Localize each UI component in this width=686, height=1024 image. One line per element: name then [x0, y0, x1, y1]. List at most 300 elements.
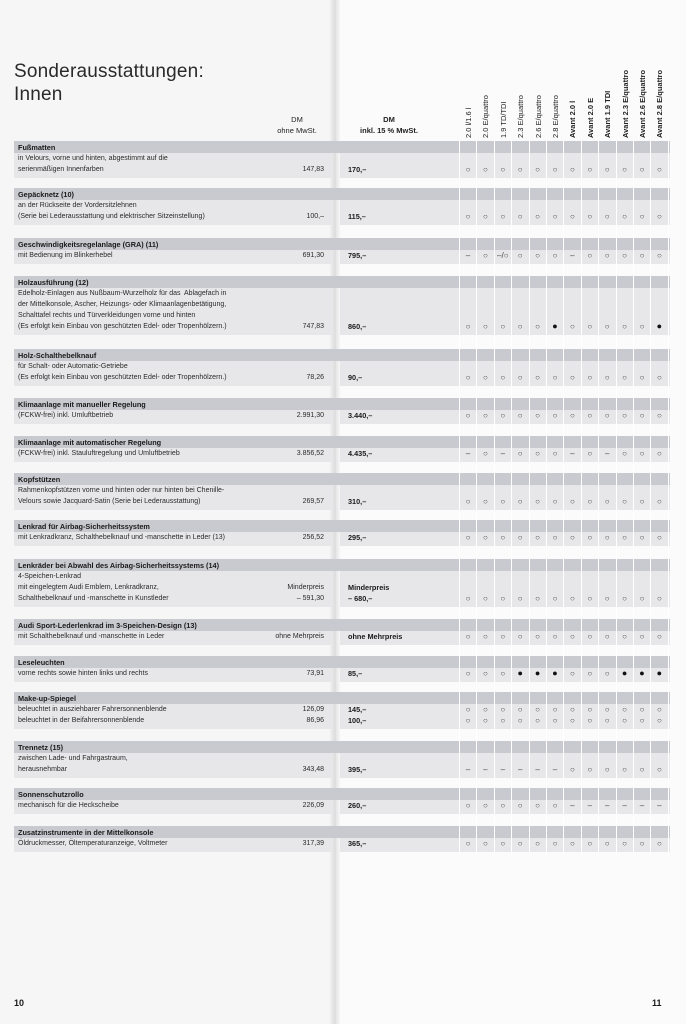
mark-optional: ○	[622, 212, 628, 221]
title-line-2: Innen	[14, 84, 63, 105]
price-net: 747,83	[302, 323, 324, 330]
mark-optional: ○	[604, 632, 610, 641]
mark-optional: ○	[604, 212, 610, 221]
mark-optional: ○	[604, 594, 610, 603]
header-dm-gross	[344, 114, 434, 136]
mark-optional: ○	[622, 839, 628, 848]
item-name: Holz-Schalthebelknauf	[18, 351, 97, 360]
model-label: Avant 2.8 E/quattro	[655, 69, 665, 138]
mark-optional: ○	[517, 497, 523, 506]
availability-marks	[461, 741, 671, 778]
mark-optional: ○	[569, 765, 575, 774]
mark-optional: ○	[482, 322, 488, 331]
item-description: in Velours, vorne und hinten, abgestimmt auf die	[18, 155, 168, 162]
price-net: 147,83	[302, 166, 324, 173]
mark-optional: ○	[482, 594, 488, 603]
mark-optional: ○	[482, 705, 488, 714]
mark-optional: ○	[465, 212, 471, 221]
mark-optional: ○	[517, 212, 523, 221]
mark-optional: ○	[500, 373, 506, 382]
mark-optional: ○	[500, 632, 506, 641]
mark-optional: ○	[604, 716, 610, 725]
mark-optional: ○	[535, 212, 541, 221]
mark-optional: ○	[500, 533, 506, 542]
mark-optional: ○	[656, 497, 662, 506]
mark-optional: ○	[622, 716, 628, 725]
page-number-right: 11	[652, 998, 662, 1008]
marks-line	[461, 410, 671, 421]
model-label: 2.6 E/quattro	[533, 95, 543, 138]
item-description: 4-Speichen-Lenkrad	[18, 573, 82, 580]
mark-optional: ○	[465, 839, 471, 848]
mark-not-available: –	[570, 251, 575, 260]
mark-optional: ○	[552, 497, 558, 506]
item-name: Lenkrad für Airbag-Sicherheitssystem	[18, 522, 150, 531]
mark-optional: ○	[482, 801, 488, 810]
mark-standard: ●	[621, 668, 628, 678]
item-name: Klimaanlage mit manueller Regelung	[18, 400, 146, 409]
mark-not-available: –	[465, 251, 471, 260]
mark-optional: ○	[587, 632, 593, 641]
marks-line	[461, 800, 671, 811]
availability-marks	[461, 619, 671, 645]
mark-optional: ○	[587, 322, 593, 331]
mark-optional: ○	[587, 497, 593, 506]
mark-optional: ○	[535, 373, 541, 382]
table-row	[0, 520, 686, 546]
column-divider	[459, 140, 460, 855]
mark-optional: ○	[500, 594, 506, 603]
mark-optional: ○	[500, 322, 506, 331]
mark-standard: ●	[656, 668, 663, 678]
mark-optional: ○	[569, 533, 575, 542]
mark-optional: ○	[622, 165, 628, 174]
model-header-4	[531, 48, 545, 140]
item-description: herausnehmbar	[18, 766, 68, 773]
mark-optional: ○	[552, 801, 558, 810]
mark-standard: ●	[656, 321, 663, 331]
mark-optional: ○	[656, 373, 662, 382]
price-gross: 145,–	[348, 705, 367, 714]
mark-optional: ○	[552, 373, 558, 382]
mark-optional: ○	[587, 839, 593, 848]
mark-optional: ○	[500, 165, 506, 174]
mark-optional: ○	[622, 705, 628, 714]
model-header-8	[600, 48, 614, 140]
model-label: Avant 2.3 E/quattro	[620, 69, 630, 138]
price-net: 226,09	[302, 802, 324, 809]
mark-optional: ○	[465, 705, 471, 714]
marks-line	[461, 164, 671, 175]
mark-optional: ○	[587, 449, 593, 458]
mark-optional: ○	[622, 594, 628, 603]
mark-not-available: –	[604, 449, 610, 458]
mark-optional: ○	[552, 449, 558, 458]
mark-optional: ○	[639, 716, 645, 725]
mark-not-available: –	[517, 765, 523, 774]
column-divider	[494, 140, 495, 855]
price-gross: 90,–	[348, 373, 363, 382]
mark-optional: ○	[622, 322, 628, 331]
mark-optional: ○	[604, 251, 610, 260]
table-row	[0, 656, 686, 682]
mark-not-available: –	[483, 765, 488, 774]
price-net: Minderpreis	[287, 584, 324, 591]
mark-optional: ○	[604, 497, 610, 506]
price-gross: 170,–	[348, 165, 367, 174]
model-label: 2.8 E/quattro	[551, 95, 560, 138]
mark-optional: ○	[639, 449, 645, 458]
table-row	[0, 559, 686, 607]
mark-optional: ○	[656, 765, 662, 774]
mark-optional: ○	[465, 632, 471, 641]
mark-not-available: –	[570, 449, 575, 458]
mark-optional: ○	[569, 705, 575, 714]
item-name: Zusatzinstrumente in der Mittelkonsole	[18, 828, 154, 837]
mark-optional: ○	[535, 251, 541, 260]
item-description: mit Bedienung im Blinkerhebel	[18, 252, 113, 259]
item-description: mit eingelegtem Audi Emblem, Lenkradkranz,	[18, 584, 159, 591]
availability-marks	[461, 788, 671, 814]
item-name: Trennetz (15)	[18, 743, 64, 752]
item-name: Geschwindigkeitsregelanlage (GRA) (11)	[18, 240, 159, 249]
price-net: 78,26	[306, 374, 324, 381]
table-row	[0, 692, 686, 729]
page-title	[14, 60, 204, 106]
mark-optional: ○	[482, 716, 488, 725]
title-line-1: Sonderausstattungen:	[14, 61, 204, 82]
mark-optional: ○	[569, 497, 575, 506]
header-dm-net-line-2: ohne MwSt.	[277, 126, 317, 135]
mark-optional: ○	[465, 411, 471, 420]
item-description: mechanisch für die Heckscheibe	[18, 802, 119, 809]
mark-optional: ○	[482, 373, 488, 382]
mark-optional: ○	[604, 669, 610, 678]
mark-optional: ○	[656, 632, 662, 641]
mark-not-available: –	[465, 449, 471, 458]
mark-optional: ○	[500, 411, 506, 420]
mark-optional: ○	[552, 716, 558, 725]
mark-optional: ○	[622, 411, 628, 420]
marks-line	[461, 372, 671, 383]
mark-not-available: –	[500, 765, 506, 774]
mark-optional: ○	[517, 449, 523, 458]
mark-optional: ○	[587, 251, 593, 260]
column-divider	[529, 140, 530, 855]
mark-optional: ○	[482, 411, 488, 420]
table-row	[0, 473, 686, 510]
mark-optional: ○	[639, 251, 645, 260]
price-net: ohne Mehrpreis	[275, 633, 324, 640]
page-number-left: 10	[14, 998, 25, 1008]
price-net: 73,91	[306, 670, 324, 677]
price-net: 691,30	[302, 252, 324, 259]
table-row	[0, 276, 686, 335]
marks-line	[461, 496, 671, 507]
item-name: Holzausführung (12)	[18, 278, 89, 287]
table-row	[0, 188, 686, 225]
column-divider	[650, 140, 651, 855]
mark-optional: ○	[465, 497, 471, 506]
availability-marks	[461, 276, 671, 335]
marks-line	[461, 448, 671, 459]
mark-optional: ○	[656, 212, 662, 221]
item-name: Fußmatten	[18, 143, 56, 152]
mark-optional: ○	[535, 839, 541, 848]
mark-optional: ○	[482, 497, 488, 506]
mark-optional: ○	[639, 533, 645, 542]
mark-optional: ○	[639, 373, 645, 382]
model-header-6	[565, 48, 579, 140]
price-gross: 395,–	[348, 765, 367, 774]
item-description: für Schalt- oder Automatic-Getriebe	[18, 363, 128, 370]
mark-optional: ○	[535, 801, 541, 810]
mark-optional: ○	[535, 165, 541, 174]
mark-standard: ●	[552, 321, 558, 331]
marks-line	[461, 704, 671, 715]
price-net: 317,39	[302, 840, 324, 847]
item-description: (Serie bei Lederausstattung und elektrischer Sitzeinstellung)	[18, 213, 205, 220]
mark-optional: ○	[482, 669, 488, 678]
header-dm-gross-line-2: inkl. 15 % MwSt.	[360, 126, 418, 135]
mark-standard: ●	[552, 668, 558, 678]
mark-optional: ○	[587, 669, 593, 678]
model-header-2	[496, 48, 510, 140]
mark-not-available: –	[552, 765, 558, 774]
mark-optional: ○	[517, 716, 523, 725]
mark-optional: ○	[622, 449, 628, 458]
mark-optional: ○	[465, 669, 471, 678]
price-gross: 310,–	[348, 497, 367, 506]
mark-optional: ○	[552, 594, 558, 603]
mark-optional: ○	[639, 765, 645, 774]
mark-optional: ○	[639, 839, 645, 848]
mark-optional: ○	[569, 839, 575, 848]
column-divider	[598, 140, 599, 855]
mark-optional: ○	[517, 705, 523, 714]
model-label: Avant 2.0 E	[585, 97, 595, 138]
model-label: Avant 2.6 E/quattro	[638, 69, 647, 138]
mark-optional: ○	[482, 533, 488, 542]
mark-optional: ○	[517, 251, 523, 260]
mark-optional: ○	[482, 449, 488, 458]
mark-optional: ○	[465, 373, 471, 382]
column-divider	[616, 140, 617, 855]
item-name: Sonnenschutzrollo	[18, 790, 84, 799]
model-label: 2.0 E/quattro	[481, 95, 491, 138]
mark-optional: ○	[569, 632, 575, 641]
mark-optional: ○	[552, 411, 558, 420]
model-header-1	[478, 48, 492, 140]
model-label: Avant 2.0 l	[568, 100, 578, 138]
price-gross: 3.440,–	[348, 411, 373, 420]
item-description: (FCKW-frei) inkl. Stauluftregelung und Umluftbetrieb	[18, 450, 180, 457]
mark-optional: ○	[622, 533, 628, 542]
table-row	[0, 741, 686, 778]
header-dm-net-line-1: DM	[291, 115, 303, 124]
mark-optional: ○	[569, 669, 575, 678]
item-description: beleuchtet in ausziehbarer Fahrersonnenblende	[18, 706, 167, 713]
availability-marks	[461, 436, 671, 462]
mark-not-available: –	[570, 801, 575, 810]
mark-optional: ○	[517, 373, 523, 382]
table-row	[0, 826, 686, 852]
mark-optional: ○	[656, 533, 662, 542]
availability-marks	[461, 349, 671, 386]
table-row	[0, 436, 686, 462]
mark-optional: ○	[535, 411, 541, 420]
mark-optional: ○	[517, 801, 523, 810]
price-net: 3.856,52	[296, 450, 324, 457]
mark-optional: ○	[465, 322, 471, 331]
price-gross: Minderpreis	[348, 583, 390, 592]
price-gross: 295,–	[348, 533, 367, 542]
mark-optional: ○	[465, 716, 471, 725]
column-divider	[668, 140, 669, 855]
item-description: serienmäßigen Innenfarben	[18, 166, 104, 173]
mark-optional: ○	[639, 165, 645, 174]
item-name: Lenkräder bei Abwahl des Airbag-Sicherheitssystems (14)	[18, 561, 220, 570]
price-gross: 115,–	[348, 212, 366, 221]
mark-optional: ○	[639, 411, 645, 420]
item-description: vorne rechts sowie hinten links und rechts	[18, 670, 148, 677]
marks-line	[461, 764, 671, 775]
availability-marks	[461, 473, 671, 510]
mark-optional: ○	[604, 705, 610, 714]
mark-optional: ○	[500, 839, 506, 848]
item-description: (Es erfolgt kein Einbau von geschützten Edel- oder Tropenhölzern.)	[18, 323, 227, 330]
mark-standard: ●	[639, 668, 645, 678]
mark-not-available: –	[639, 801, 645, 810]
mark-optional: ○	[465, 165, 471, 174]
availability-marks	[461, 692, 671, 729]
marks-line	[461, 593, 671, 604]
mark-optional: ○	[587, 165, 593, 174]
mark-optional: ○	[656, 594, 662, 603]
mark-optional: ○	[587, 533, 593, 542]
column-divider	[476, 140, 477, 855]
price-net: 256,52	[302, 534, 324, 541]
mark-optional: ○	[656, 716, 662, 725]
marks-line	[461, 838, 671, 849]
mark-optional: ○	[552, 212, 558, 221]
mark-not-available: –	[604, 801, 610, 810]
price-gross: 4.435,–	[348, 449, 373, 458]
model-header-5	[548, 48, 562, 140]
item-description: an der Rückseite der Vordersitzlehnen	[18, 202, 137, 209]
marks-line	[461, 250, 671, 261]
mark-optional: ○	[604, 765, 610, 774]
table-row	[0, 788, 686, 814]
item-description: Rahmenkopfstützen vorne und hinten oder nur hinten bei Chenille-	[18, 487, 225, 494]
marks-line	[461, 211, 671, 222]
mark-optional: ○	[517, 533, 523, 542]
header-dm-gross-line-1: DM	[383, 115, 395, 124]
mark-optional: ○	[587, 373, 593, 382]
item-name: Klimaanlage mit automatischer Regelung	[18, 438, 162, 447]
item-description: der Mittelkonsole, Ascher, Heizungs- oder Klimaanlagenbetätigung,	[18, 301, 227, 308]
mark-optional: ○	[552, 705, 558, 714]
mark-optional: ○	[517, 839, 523, 848]
mark-not-available: –/○	[497, 251, 509, 260]
model-header-0	[461, 48, 475, 140]
mark-standard: ●	[534, 668, 541, 678]
mark-optional: ○	[587, 716, 593, 725]
mark-optional: ○	[517, 632, 523, 641]
mark-optional: ○	[604, 533, 610, 542]
mark-optional: ○	[552, 251, 558, 260]
price-net: 343,48	[302, 766, 324, 773]
mark-optional: ○	[535, 705, 541, 714]
mark-optional: ○	[500, 497, 506, 506]
mark-optional: ○	[465, 594, 471, 603]
mark-optional: ○	[622, 373, 628, 382]
mark-optional: ○	[656, 165, 662, 174]
model-header-7	[583, 48, 597, 140]
mark-optional: ○	[569, 411, 575, 420]
table-row	[0, 398, 686, 424]
marks-line	[461, 715, 671, 726]
mark-optional: ○	[517, 165, 523, 174]
table-row	[0, 238, 686, 264]
mark-not-available: –	[500, 449, 506, 458]
item-description: Velours sowie Jacquard-Satin (Serie bei Lederausstattung)	[18, 498, 201, 505]
availability-marks	[461, 826, 671, 852]
marks-line	[461, 631, 671, 642]
model-header-10	[635, 48, 649, 140]
price-gross: 260,–	[348, 801, 367, 810]
model-label: 2.3 E/quattro	[516, 95, 526, 138]
mark-optional: ○	[622, 632, 628, 641]
mark-optional: ○	[500, 801, 506, 810]
mark-optional: ○	[569, 716, 575, 725]
item-description: Edelholz-Einlagen aus Nußbaum-Wurzelholz für das Ablagefach in	[18, 290, 227, 297]
item-name: Kopfstützen	[18, 475, 61, 484]
model-label: Avant 1.9 TDI	[603, 90, 613, 138]
mark-optional: ○	[604, 322, 610, 331]
mark-optional: ○	[500, 212, 506, 221]
column-divider	[563, 140, 564, 855]
mark-optional: ○	[587, 212, 593, 221]
mark-optional: ○	[639, 705, 645, 714]
item-description: zwischen Lade- und Fahrgastraum,	[18, 755, 128, 762]
column-divider	[546, 140, 547, 855]
mark-optional: ○	[517, 322, 523, 331]
availability-marks	[461, 188, 671, 225]
mark-not-available: –	[535, 765, 540, 774]
mark-optional: ○	[622, 251, 628, 260]
mark-optional: ○	[569, 322, 575, 331]
mark-optional: ○	[569, 212, 575, 221]
mark-optional: ○	[569, 165, 575, 174]
column-divider	[511, 140, 512, 855]
mark-optional: ○	[535, 632, 541, 641]
item-name: Gepäcknetz (10)	[18, 190, 74, 199]
mark-optional: ○	[656, 411, 662, 420]
mark-optional: ○	[500, 669, 506, 678]
mark-optional: ○	[656, 251, 662, 260]
table-row	[0, 141, 686, 178]
price-net: – 591,30	[296, 595, 324, 602]
availability-marks	[461, 656, 671, 682]
mark-optional: ○	[535, 497, 541, 506]
column-divider	[581, 140, 582, 855]
mark-optional: ○	[604, 411, 610, 420]
mark-optional: ○	[482, 839, 488, 848]
mark-optional: ○	[622, 765, 628, 774]
mark-optional: ○	[604, 839, 610, 848]
availability-marks	[461, 141, 671, 178]
